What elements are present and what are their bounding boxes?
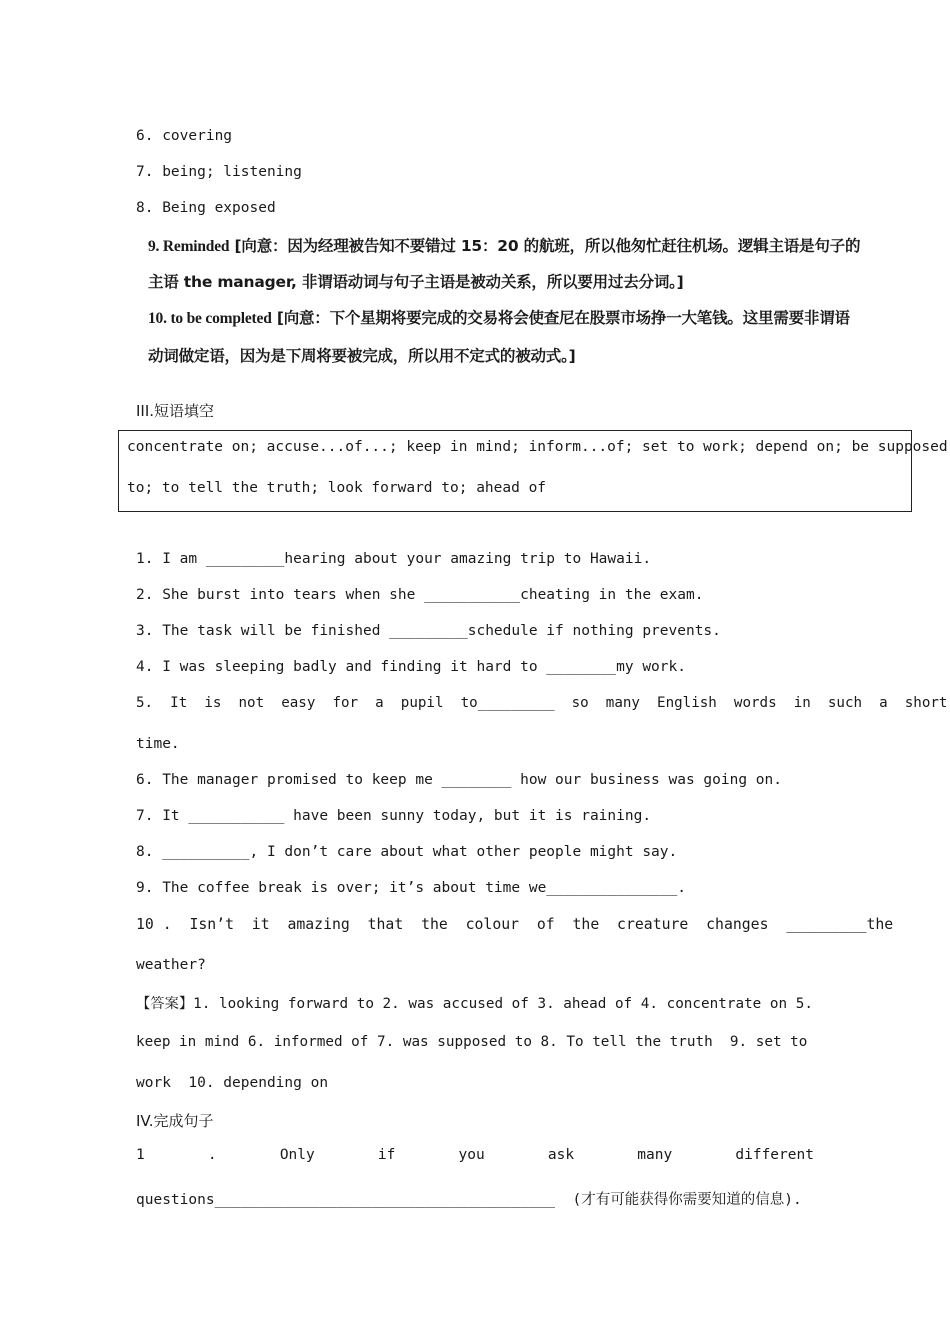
q1-word: if bbox=[377, 1147, 396, 1163]
answer-key-line1: 【答案】1. looking forward to 2. was accused of 3. ahead of 4. concentrate on 5. bbox=[136, 996, 813, 1012]
answer-key-line3: work 10. depending on bbox=[136, 1075, 329, 1091]
question-7: 7. It ___________ have been sunny today, but it is raining. bbox=[136, 808, 652, 824]
answer-9-lead: 9. Reminded bbox=[148, 238, 230, 255]
q1-word: . bbox=[207, 1147, 217, 1163]
answer-7: 7. being; listening bbox=[136, 164, 302, 180]
phrase-bank-line-2: to; to tell the truth; look forward to; ahead of bbox=[127, 480, 547, 496]
question-2: 2. She burst into tears when she ___________cheating in the exam. bbox=[136, 587, 704, 603]
q1-word: you bbox=[458, 1147, 485, 1163]
section-4-heading: IV.完成句子 bbox=[136, 1112, 214, 1130]
phrase-bank-box bbox=[118, 430, 948, 512]
q1-word: 1 bbox=[136, 1147, 145, 1163]
answer-9-text1: [向意：因为经理被告知不要错过 15：20 的航班，所以他匆忙赶往机场。逻辑主语是句子的 bbox=[229, 237, 861, 255]
question-3: 3. The task will be finished _________schedule if nothing prevents. bbox=[136, 623, 721, 639]
q1-word: Only bbox=[279, 1147, 315, 1163]
question-8: 8. __________, I don’t care about what other people might say. bbox=[136, 844, 678, 860]
q1-word: ask bbox=[547, 1147, 575, 1163]
answer-key-line2: keep in mind 6. informed of 7. was supposed to 8. To tell the truth 9. set to bbox=[136, 1034, 808, 1050]
answer-10-lead: 10. to be completed bbox=[148, 310, 272, 327]
answer-9-line2: 主语 the manager, 非谓语动词与句子主语是被动关系，所以要用过去分词。] bbox=[148, 273, 684, 291]
question-5-line1: 5. It is not easy for a pupil to_________ so many English words in such a short bbox=[136, 695, 948, 711]
question-10-line1: 10 . Isn’t it amazing that the colour of the creature changes _________the bbox=[136, 916, 894, 933]
question-10-line2: weather? bbox=[136, 957, 206, 973]
q1-word: different bbox=[735, 1147, 814, 1163]
answer-10-text1: [向意：下个星期将要完成的交易将会使查尼在股票市场挣一大笔钱。这里需要非谓语 bbox=[271, 309, 850, 327]
section-4-question-1-line1 bbox=[136, 1147, 814, 1163]
answer-6: 6. covering bbox=[136, 128, 233, 144]
answer-10-line1 bbox=[148, 300, 918, 337]
question-9: 9. The coffee break is over; it’s about time we_______________. bbox=[136, 880, 686, 896]
answer-9-line1 bbox=[148, 228, 918, 265]
answer-8: 8. Being exposed bbox=[136, 200, 276, 216]
question-6: 6. The manager promised to keep me ________ how our business was going on. bbox=[136, 772, 783, 788]
question-5-line2: time. bbox=[136, 736, 180, 752]
section-4-question-1-line2: questions_______________________________________ (才有可能获得你需要知道的信息). bbox=[136, 1192, 802, 1208]
question-4: 4. I was sleeping badly and finding it hard to ________my work. bbox=[136, 659, 686, 675]
answer-10-line2: 动词做定语，因为是下周将要被完成，所以用不定式的被动式。] bbox=[148, 347, 576, 365]
phrase-bank-line-1: concentrate on; accuse...of...; keep in mind; inform...of; set to work; depend on; be supposed bbox=[127, 439, 948, 455]
q1-word: many bbox=[637, 1147, 673, 1163]
question-1: 1. I am _________hearing about your amazing trip to Hawaii. bbox=[136, 551, 652, 567]
section-3-heading: III.短语填空 bbox=[136, 402, 215, 420]
